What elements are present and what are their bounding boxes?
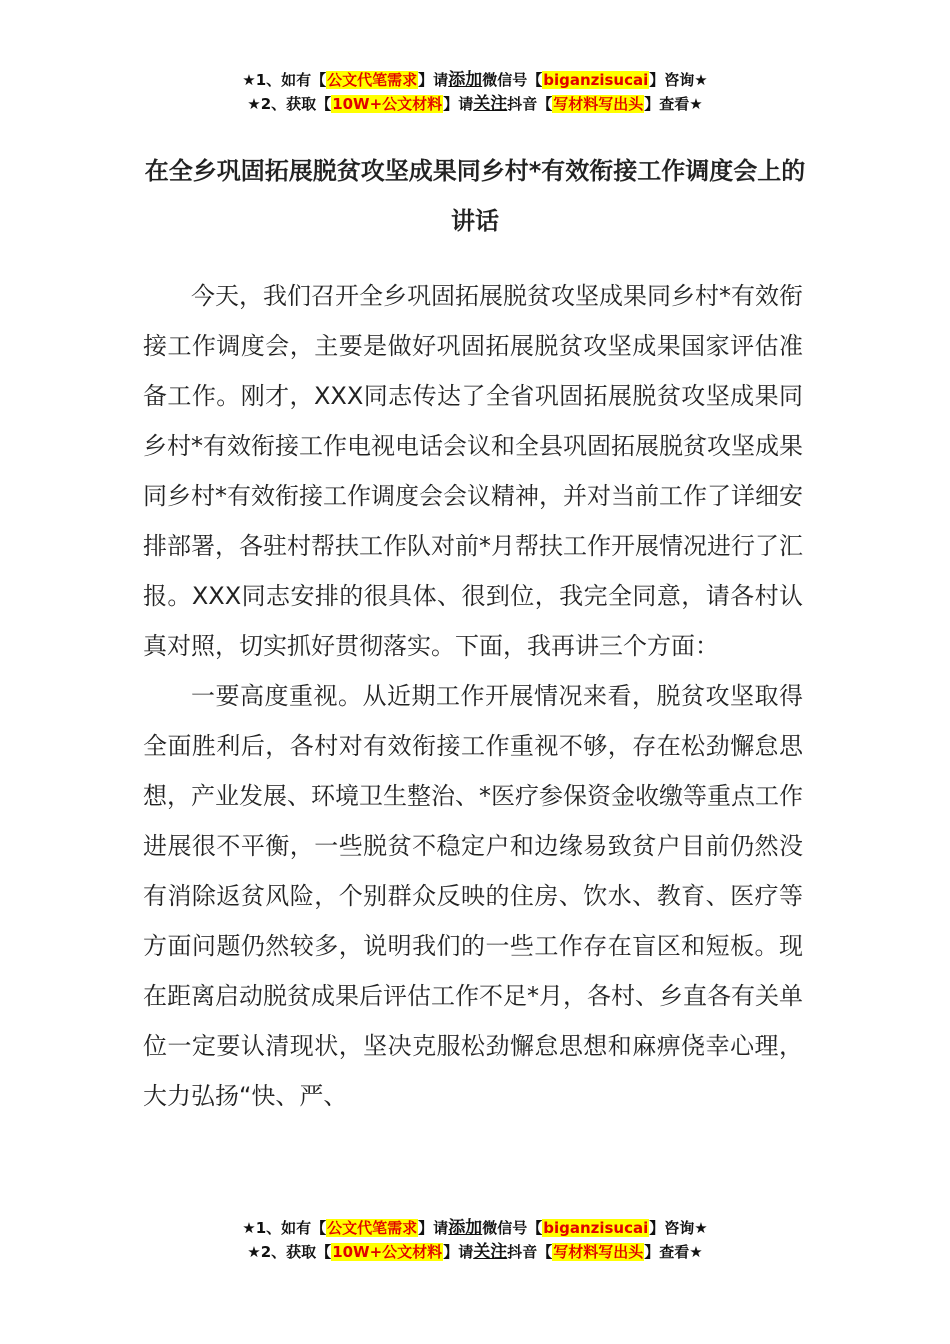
promo-line-2	[0, 1240, 950, 1264]
highlight-douyin-account: 写材料写出头	[553, 1243, 644, 1261]
promo-line-2	[0, 92, 950, 116]
promo-text: 微信号【	[482, 71, 543, 89]
promo-line-1	[0, 68, 950, 92]
highlight-wechat-id: biganzisucai	[543, 1219, 649, 1237]
highlight-service: 公文代笔需求	[327, 1219, 418, 1237]
document-body	[143, 271, 803, 1121]
highlight-douyin-account: 写材料写出头	[553, 95, 644, 113]
paragraph-1: 今天，我们召开全乡巩固拓展脱贫攻坚成果同乡村*有效衔接工作调度会，主要是做好巩固拓展脱贫攻坚成果国家评估准备工作。刚才，XXX同志传达了全省巩固拓展脱贫攻坚成果同乡村*有效衔接工作电视电话会议和全县巩固拓展脱贫攻坚成果同乡村*有效衔接工作调度会会议精神，并对当前工作了详细安排部署，各驻村帮扶工作队对前*月帮扶工作开展情况进行了汇报。XXX同志安排的很具体、很到位，我完全同意，请各村认真对照，切实抓好贯彻落实。下面，我再讲三个方面：	[143, 282, 803, 660]
highlight-wechat-id: biganzisucai	[543, 71, 649, 89]
document-title: 在全乡巩固拓展脱贫攻坚成果同乡村*有效衔接工作调度会上的讲话	[144, 157, 806, 235]
emphasis-follow: 关注	[473, 1242, 508, 1262]
promo-text: 】请	[443, 1243, 474, 1261]
promo-text: 】咨询★	[649, 1219, 708, 1237]
promo-header	[0, 68, 950, 116]
promo-text: 】咨询★	[649, 71, 708, 89]
promo-text: ★2、获取【	[247, 1243, 332, 1261]
promo-footer	[0, 1216, 950, 1264]
promo-text: 】查看★	[644, 1243, 703, 1261]
highlight-service: 公文代笔需求	[327, 71, 418, 89]
promo-text: 】请	[418, 1219, 449, 1237]
promo-text: 抖音【	[507, 95, 553, 113]
promo-text: 抖音【	[507, 1243, 553, 1261]
promo-text: 微信号【	[482, 1219, 543, 1237]
highlight-materials: 10W+公文材料	[332, 1243, 443, 1261]
emphasis-add: 添加	[448, 70, 483, 90]
promo-text: ★1、如有【	[242, 1219, 327, 1237]
promo-text: ★2、获取【	[247, 95, 332, 113]
promo-line-1	[0, 1216, 950, 1240]
promo-text: 】查看★	[644, 95, 703, 113]
highlight-materials: 10W+公文材料	[332, 95, 443, 113]
emphasis-follow: 关注	[473, 94, 508, 114]
emphasis-add: 添加	[448, 1218, 483, 1238]
promo-text: 】请	[443, 95, 474, 113]
paragraph-2: 一要高度重视。从近期工作开展情况来看，脱贫攻坚取得全面胜利后，各村对有效衔接工作重视不够，存在松劲懈怠思想，产业发展、环境卫生整治、*医疗参保资金收缴等重点工作进展很不平衡，一些脱贫不稳定户和边缘易致贫户目前仍然没有消除返贫风险，个别群众反映的住房、饮水、教育、医疗等方面问题仍然较多，说明我们的一些工作存在盲区和短板。现在距离启动脱贫成果后评估工作不足*月，各村、乡直各有关单位一定要认清现状，坚决克服松劲懈怠思想和麻痹侥幸心理，大力弘扬“快、严、	[143, 682, 803, 1110]
promo-text: 】请	[418, 71, 449, 89]
promo-text: ★1、如有【	[242, 71, 327, 89]
